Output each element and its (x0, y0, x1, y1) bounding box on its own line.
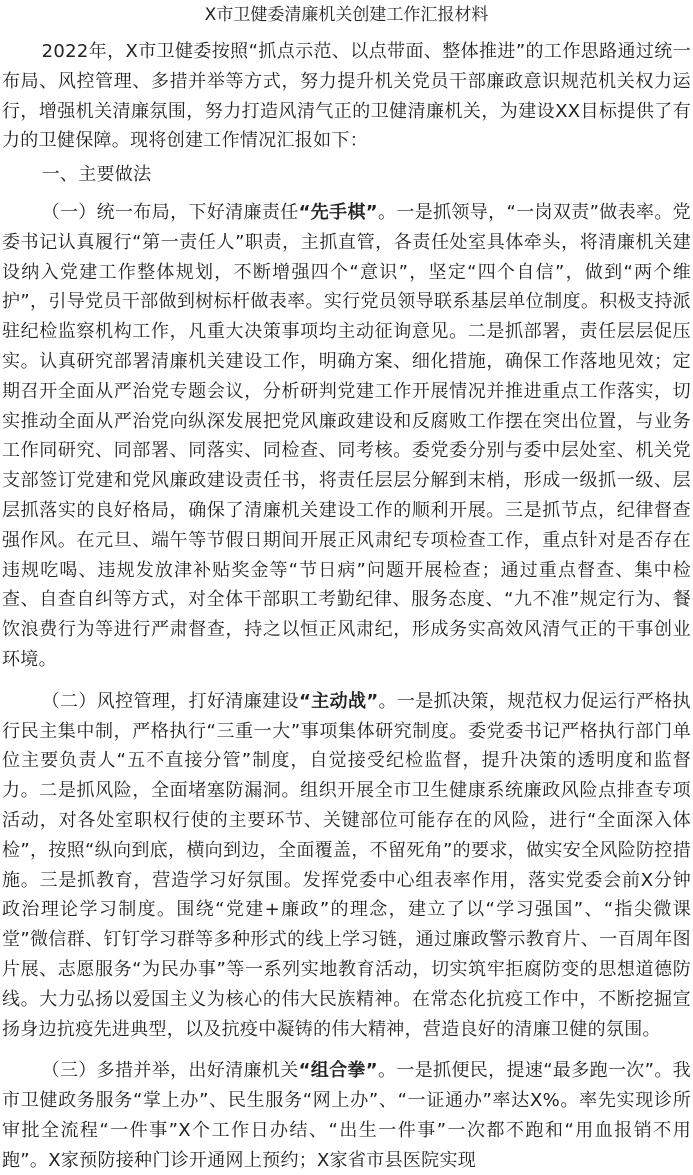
subsection-paragraph-1 (2, 198, 691, 675)
subsection-body: 。一是抓便民，提速“最多跑一次”。我市卫健政务服务“掌上办”、民生服务“网上办”、“一证通办”率达X%。率先实现诊所审批全流程“一件事”X个工作日办结、“出生一件事”一次都不跑和“用血报销不用跑”。X家预防接种门诊开通网上预约；X家省市县医院实现 (2, 1060, 691, 1171)
section-heading: 一、主要做法 (41, 164, 152, 186)
subsection-lead: （二）风控管理，打好清廉建设 (41, 690, 299, 712)
subsection-emphasis: “组合拳” (298, 1060, 378, 1082)
intro-paragraph: 2022年，X市卫健委按照“抓点示范、以点带面、整体推进”的工作思路通过统一布局、风控管理、多措并举等方式，努力提升机关党员干部廉政意识规范机关权力运行，增强机关清廉氛围，努力打造风清气正的卫健清廉机关，为建设XX目标提供了有力的卫健保障。现将创建工作情况汇报如下： (2, 41, 691, 152)
subsection-lead: （三）多措并举，出好清廉机关 (41, 1060, 299, 1082)
subsection-body: 。一是抓领导，“一岗双责”做表率。党委书记认真履行“第一责任人”职责，主抓直管，各责任处室具体牵头，将清廉机关建设纳入党建工作整体规划，不断增强四个“意识”，坚定“四个自信”，做到“两个维护”，引导党员干部做到树标杆做表率。实行党员领导联系基层单位制度。积极支持派驻纪检监察机构工作，凡重大决策事项均主动征询意见。二是抓部署，责任层层促压实。认真研究部署清廉机关建设工作，明确方案、细化措施，确保工作落地见效；定期召开全面从严治党专题会议，分析研判党建工作开展情况并推进重点工作落实，切实推动全面从严治党向纵深发展把党风廉政建设和反腐败工作摆在突出位置，与业务工作同研究、同部署、同落实、同检查、同考核。委党委分别与委中层处室、机关党支部签订党建和党风廉政建设责任书，将责任层层分解到末梢，形成一级抓一级、层层抓落实的良好格局，确保了清廉机关建设工作的顺利开展。三是抓节点，纪律督查强作风。在元旦、端午等节假日期间开展正风肃纪专项检查工作，重点针对是否存在违规吃喝、违规发放津补贴奖金等“节日病”问题开展检查；通过重点督查、集中检查、自查自纠等方式，对全体干部职工考勤纪律、服务态度、“九不准”规定行为、餐饮浪费行为等进行严肃督查，持之以恒正风肃纪，形成务实高效风清气正的干事创业环境。 (2, 201, 691, 670)
subsection-paragraph-2 (2, 687, 691, 1045)
subsection-emphasis: “先手棋” (298, 201, 378, 223)
subsection-emphasis: “主动战” (298, 690, 379, 712)
subsection-lead: （一）统一布局，下好清廉责任 (41, 201, 299, 223)
subsection-paragraph-3 (2, 1056, 691, 1175)
document-title: X市卫健委清廉机关创建工作汇报材料 (204, 5, 489, 25)
subsection-body: 。一是抓决策，规范权力促运行严格执行民主集中制，严格执行“三重一大”事项集体研究制度。委党委书记严格执行部门单位主要负责人“五不直接分管”制度，自觉接受纪检监督，提升决策的透明度和监督力。二是抓风险，全面堵塞防漏洞。组织开展全市卫生健康系统廉政风险点排查专项活动，对各处室职权行使的主要环节、关键部位可能存在的风险，进行“全面深入体检”，按照“纵向到底，横向到边，全面覆盖，不留死角”的要求，做实安全风险防控措施。三是抓教育，营造学习好氛围。发挥党委中心组表率作用，落实党委会前X分钟政治理论学习制度。围绕“党建+廉政”的理念，建立了以“学习强国”、“指尖微课堂”微信群、钉钉学习群等多种形式的线上学习链，通过廉政警示教育片、一百周年图片展、志愿服务“为民办事”等一系列实地教育活动，切实筑牢拒腐防变的思想道德防线。大力弘扬以爱国主义为核心的伟大民族精神。在常态化抗疫工作中，不断挖掘宣扬身边抗疫先进典型，以及抗疫中凝铸的伟大精神，营造良好的清廉卫健的氛围。 (2, 690, 691, 1040)
